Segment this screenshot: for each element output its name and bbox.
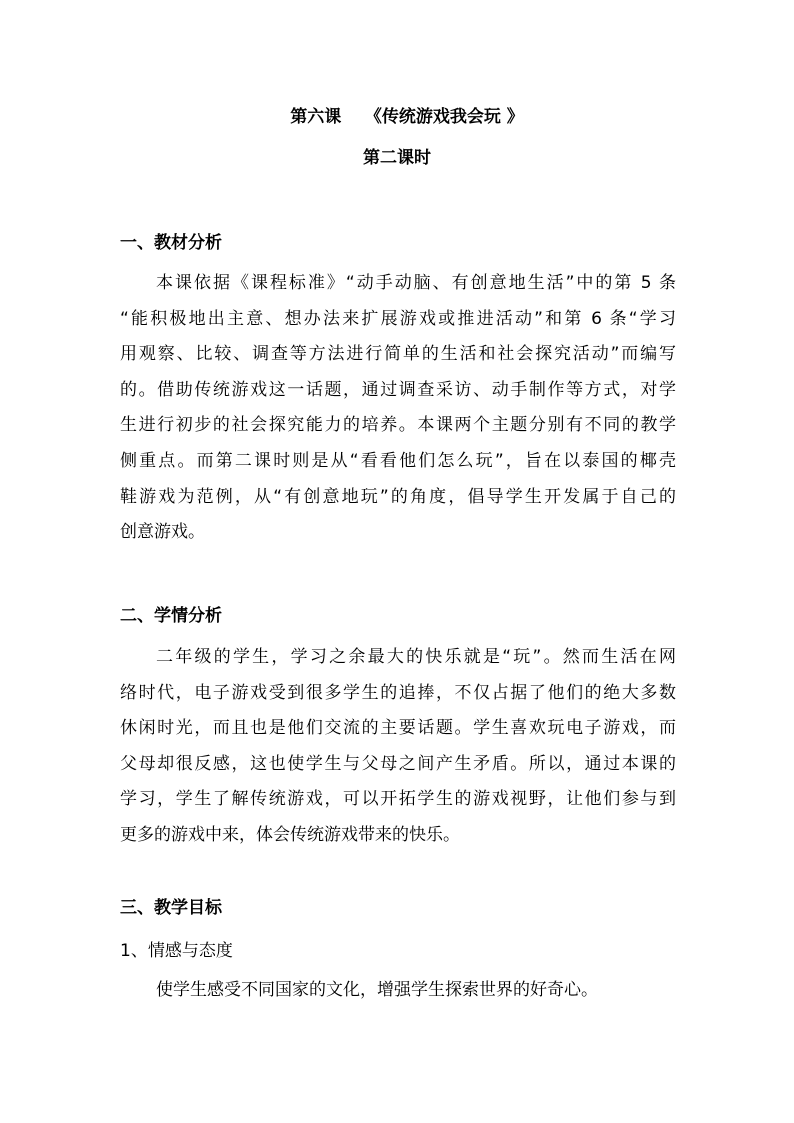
paragraph-line: 更多的游戏中来，体会传统游戏带来的快乐。 bbox=[120, 824, 460, 845]
paragraph-line: 用观察、比较、调查等方法进行简单的生活和社会探究活动”而编写 bbox=[120, 344, 676, 365]
paragraph-line: 生进行初步的社会探究能力的培养。本课两个主题分别有不同的教学 bbox=[120, 415, 676, 436]
paragraph-line: 二年级的学生，学习之余最大的快乐就是“玩”。然而生活在网 bbox=[156, 647, 676, 667]
section-body-student-analysis bbox=[120, 640, 676, 854]
paragraph-line: 学习，学生了解传统游戏，可以开拓学生的游戏视野，让他们参与到 bbox=[120, 789, 676, 810]
section-body-textbook-analysis bbox=[120, 266, 676, 551]
lesson-subtitle: 第二课时 bbox=[363, 148, 431, 168]
section-heading-textbook-analysis: 一、教材分析 bbox=[120, 233, 222, 253]
paragraph-line: 本课依据《课程标准》“动手动脑、有创意地生活”中的第 5 条 bbox=[156, 273, 676, 293]
section-heading-teaching-goals: 三、教学目标 bbox=[120, 898, 222, 918]
lesson-title: 第六课 《传统游戏我会玩 》 bbox=[290, 107, 524, 127]
paragraph-line: 的。借助传统游戏这一话题，通过调查采访、动手制作等方式，对学 bbox=[120, 379, 676, 400]
paragraph-line: 休闲时光，而且也是他们交流的主要话题。学生喜欢玩电子游戏，而 bbox=[120, 718, 676, 739]
paragraph-line: 络时代，电子游戏受到很多学生的追捧，不仅占据了他们的绝大多数 bbox=[120, 682, 676, 703]
paragraph-line: 父母却很反感，这也使学生与父母之间产生矛盾。所以，通过本课的 bbox=[120, 753, 676, 774]
paragraph-line: 侧重点。而第二课时则是从“看看他们怎么玩”，旨在以泰国的椰壳 bbox=[120, 450, 676, 471]
paragraph-line: 鞋游戏为范例，从“有创意地玩”的角度，倡导学生开发属于自己的 bbox=[120, 486, 676, 507]
paragraph-line: 使学生感受不同国家的文化，增强学生探索世界的好奇心。 bbox=[156, 980, 598, 1000]
paragraph-line: 创意游戏。 bbox=[120, 522, 205, 543]
section-heading-student-analysis: 二、学情分析 bbox=[120, 606, 222, 626]
section-body-teaching-goals bbox=[120, 973, 676, 1009]
paragraph-line: “能积极地出主意、想办法来扩展游戏或推进活动”和第 6 条“学习 bbox=[120, 308, 676, 329]
subheading-emotion-attitude: 1、情感与态度 bbox=[120, 941, 233, 961]
